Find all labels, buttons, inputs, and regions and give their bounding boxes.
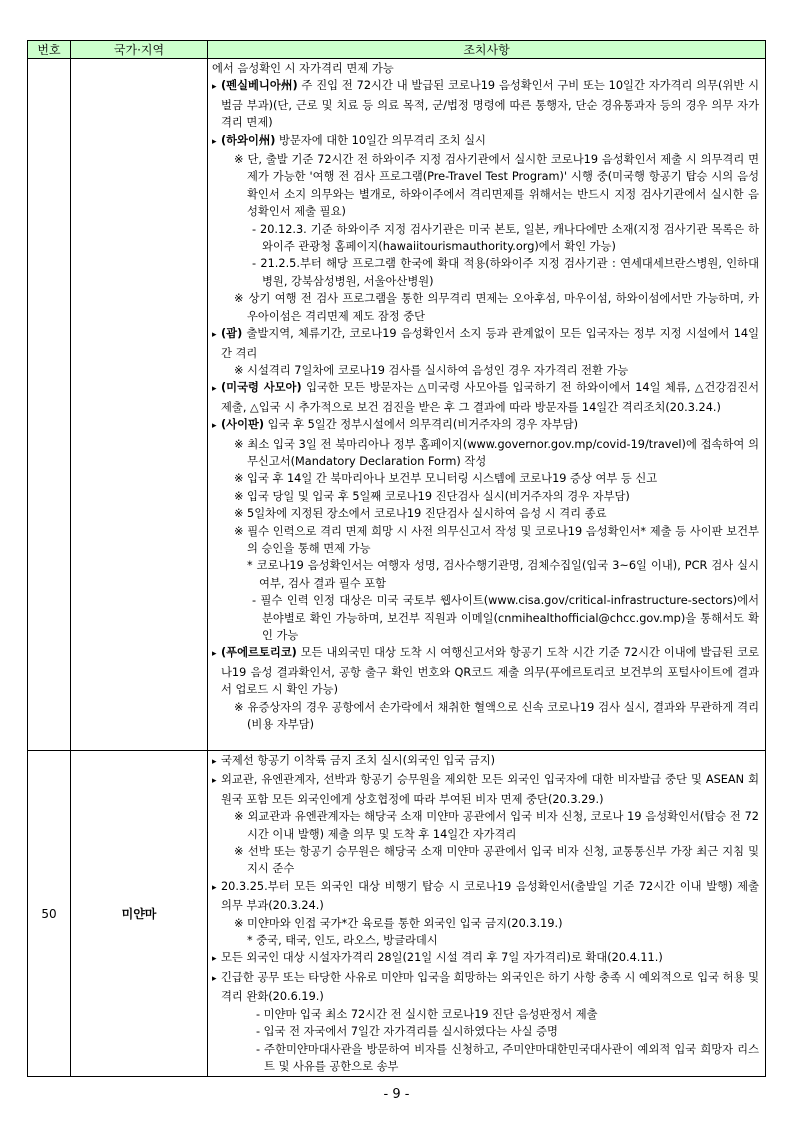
measure-line <box>212 488 759 505</box>
measure-line <box>212 808 759 843</box>
measure-line <box>212 1006 759 1023</box>
measure-text: ※ 시설격리 7일차에 코로나19 검사를 실시하여 음성인 경우 자가격리 전환 가능 <box>234 363 629 377</box>
measure-line <box>212 915 759 932</box>
measure-line <box>212 325 759 362</box>
measure-text: ※ 최소 입국 3일 전 북마리아나 정부 홈페이지(www.governor.gov.mp/covid-19/travel)에 접속하여 의무신고서(Mandatory Declaration Form) 작성 <box>234 437 759 468</box>
measure-text: - 미얀마 입국 최소 72시간 전 실시한 코로나19 진단 음성판정서 제출 <box>256 1007 598 1021</box>
row-measures-cell <box>208 59 766 751</box>
table-row <box>28 751 766 1077</box>
measure-text: 주 진입 전 72시간 내 발급된 코로나19 음성확인서 구비 또는 10일간 자가격리 의무(위반 시 벌금 부과)(단, 근로 및 치료 등 의료 목적, 군/법정 명령에 따른 통행자, 단순 경유통과자 등의 경우 의무 자가격리 면제) <box>221 79 759 130</box>
header-region: 국가·지역 <box>71 41 208 59</box>
measure-text: 에서 음성확인 시 자가격리 면제 가능 <box>212 62 394 75</box>
measure-line <box>212 843 759 878</box>
measure-line <box>212 699 759 734</box>
measure-subject: (푸에르토리코) <box>221 646 297 660</box>
measure-line <box>212 557 759 592</box>
page-number: - 9 - <box>383 1087 410 1102</box>
measure-line <box>212 969 759 1006</box>
measure-text: 입국 후 5일간 정부시설에서 의무격리(비거주자의 경우 자부담) <box>264 418 579 432</box>
measure-text: 모든 외국인 대상 시설자가격리 28일(21일 시설 격리 후 7일 자가격리)로 확대(20.4.11.) <box>221 951 663 965</box>
measure-line <box>212 1023 759 1040</box>
measures-table <box>27 40 766 1077</box>
header-measures: 조치사항 <box>208 41 766 59</box>
measure-line <box>212 1041 759 1076</box>
measure-subject: (펜실베니아州) <box>221 79 298 93</box>
measure-line <box>212 362 759 379</box>
measure-text: ※ 입국 후 14일 간 북마리아나 보건부 모니터링 시스템에 코로나19 증상 여부 등 신고 <box>234 472 658 486</box>
measure-text: * 중국, 태국, 인도, 라오스, 방글라데시 <box>247 934 438 948</box>
measure-text: 국제선 항공기 이착륙 금지 조치 실시(외국인 입국 금지) <box>221 754 496 767</box>
measure-text: ※ 단, 출발 기준 72시간 전 하와이주 지정 검사기관에서 실시한 코로나19 음성확인서 제출 시 의무격리 면제가 가능한 '여행 전 검사 프로그램(Pre-Travel Test Program)' 시행 중(미국행 항공기 탑승 시의 음성확인서 소지 의무와는 별개로, 하와이주에서 격리면제를 위해서는 반드시 지정 검사기관에서 실시한 음성확인서 제출 필요) <box>234 153 759 219</box>
row-measures-cell <box>208 751 766 1077</box>
measure-subject: (사이판) <box>221 418 265 432</box>
measure-line <box>212 132 759 151</box>
measure-line <box>212 470 759 487</box>
table-header-row <box>28 41 766 59</box>
measure-line <box>212 416 759 435</box>
row-no-cell: 50 <box>28 751 71 1077</box>
row-region-cell <box>71 59 208 751</box>
measure-line <box>212 523 759 558</box>
measure-line <box>212 290 759 325</box>
measure-text: - 입국 전 자국에서 7일간 자가격리를 실시하였다는 사실 증명 <box>256 1025 558 1039</box>
measure-subject: (하와이州) <box>221 133 276 147</box>
measure-text: 출발지역, 체류기간, 코로나19 음성확인서 소지 등과 관계없이 모든 입국자는 정부 지정 시설에서 14일간 격리 <box>221 327 759 360</box>
measure-text: 20.3.25.부터 모든 외국인 대상 비행기 탑승 시 코로나19 음성확인서(출발일 기준 72시간 이내 발행) 제출 의무 부과(20.3.24.) <box>221 879 759 913</box>
measure-text: 모든 내외국민 대상 도착 시 여행신고서와 항공기 도착 시간 기준 72시간 이내에 발급된 코로나19 음성 결과확인서, 공항 출구 확인 번호와 QR코드 제출 의무(푸에르토리코 보건부의 포털사이트에 결과서 업로드 시 확인 가능) <box>221 646 759 697</box>
measure-line <box>212 221 759 256</box>
measure-line <box>212 436 759 471</box>
measure-line <box>212 949 759 968</box>
measure-line <box>212 752 759 771</box>
row-no-cell <box>28 59 71 751</box>
measure-text: ※ 선박 또는 항공기 승무원은 해당국 소재 미얀마 공관에서 입국 비자 신청, 교통통신부 가장 최근 지침 및 지시 준수 <box>234 845 759 876</box>
measures-content <box>208 751 765 1076</box>
measure-line <box>212 932 759 949</box>
measure-text: ※ 필수 인력으로 격리 면제 희망 시 사전 의무신고서 작성 및 코로나19 음성확인서* 제출 등 사이판 보건부의 승인을 통해 면제 가능 <box>234 524 759 555</box>
measure-text: - 21.2.5.부터 해당 프로그램 한국에 확대 적용(하와이주 지정 검사기관 : 연세대세브란스병원, 인하대병원, 강북삼성병원, 서울아산병원) <box>252 257 759 288</box>
measure-text: - 20.12.3. 기준 하와이주 지정 검사기관은 미국 본토, 일본, 캐나다에만 소재(지정 검사기관 목록은 하와이주 관광청 홈페이지(hawaiitourismauthority.org)에서 확인 가능) <box>252 222 759 254</box>
measure-text: ※ 유증상자의 경우 공항에서 손가락에서 채취한 혈액으로 신속 코로나19 검사 실시, 결과와 무관하게 격리(비용 자부담) <box>234 700 759 732</box>
measure-line <box>212 592 759 644</box>
measure-text: - 주한미얀마대사관을 방문하여 비자를 신청하고, 주미얀마대한민국대사관이 예외적 입국 희망자 리스트 및 사유를 공한으로 송부 <box>256 1042 759 1073</box>
measure-text: 방문자에 대한 10일간 의무격리 조치 실시 <box>275 133 486 147</box>
measure-text: 입국한 모든 방문자는 △미국령 사모아를 입국하기 전 하와이에서 14일 체류, △건강검진서 제출, △입국 시 추가적으로 보건 검진을 받은 후 그 결과에 따라 방문자를 14일간 격리조치(20.3.24.) <box>221 381 759 414</box>
row-region-cell: 미얀마 <box>71 751 208 1077</box>
measure-subject: (괌) <box>221 327 243 341</box>
measure-text: 외교관, 유엔관계자, 선박과 항공기 승무원을 제외한 모든 외국인 입국자에 대한 비자발급 중단 및 ASEAN 회원국 포함 모든 외국인에게 상호협정에 따라 부여된 비자 면제 중단(20.3.29.) <box>221 773 759 806</box>
measure-text: - 필수 인력 인정 대상은 미국 국토부 웹사이트(www.cisa.gov/critical-infrastructure-sectors)에서 분야별로 확인 가능하며, 보건부 직원과 이메일(cnmihealthofficial@chcc.gov.mp)을 통해서도 확인 가능 <box>252 594 759 642</box>
measure-line <box>212 77 759 131</box>
measure-line <box>212 644 759 698</box>
header-no: 번호 <box>28 41 71 59</box>
measure-text: ※ 5일차에 지정된 장소에서 코로나19 진단검사 실시하여 음성 시 격리 종료 <box>234 507 607 521</box>
table-row <box>28 59 766 751</box>
measure-line <box>212 771 759 808</box>
measure-line <box>212 379 759 416</box>
measure-subject: (미국령 사모아) <box>221 381 302 395</box>
measure-text: * 코로나19 음성확인서는 여행자 성명, 검사수행기관명, 검체수집일(입국 3~6일 이내), PCR 검사 실시 여부, 검사 결과 필수 포함 <box>247 559 759 590</box>
measure-text: 긴급한 공무 또는 타당한 사유로 미얀마 입국을 희망하는 외국인은 하기 사항 충족 시 예외적으로 입국 허용 및 격리 완화(20.6.19.) <box>221 970 759 1004</box>
measure-line <box>212 255 759 290</box>
measures-content <box>208 59 765 734</box>
measure-text: ※ 입국 당일 및 입국 후 5일째 코로나19 진단검사 실시(비거주자의 경우 자부담) <box>234 489 630 503</box>
measure-text: ※ 외교관과 유엔관계자는 해당국 소재 미얀마 공관에서 입국 비자 신청, 코로나 19 음성확인서(탑승 전 72시간 이내 발행) 제출 의무 및 도착 후 14일간 자가격리 <box>234 810 759 841</box>
measure-line <box>212 60 759 77</box>
measure-text: ※ 상기 여행 전 검사 프로그램을 통한 의무격리 면제는 오아후섬, 마우이섬, 하와이섬에서만 가능하며, 카우아이섬은 격리면제 제도 잠정 중단 <box>234 292 759 323</box>
measure-line <box>212 878 759 915</box>
measure-line <box>212 505 759 522</box>
measure-text: ※ 미얀마와 인접 국가*간 육로를 통한 외국인 입국 금지(20.3.19.) <box>234 916 563 930</box>
measure-line <box>212 151 759 221</box>
